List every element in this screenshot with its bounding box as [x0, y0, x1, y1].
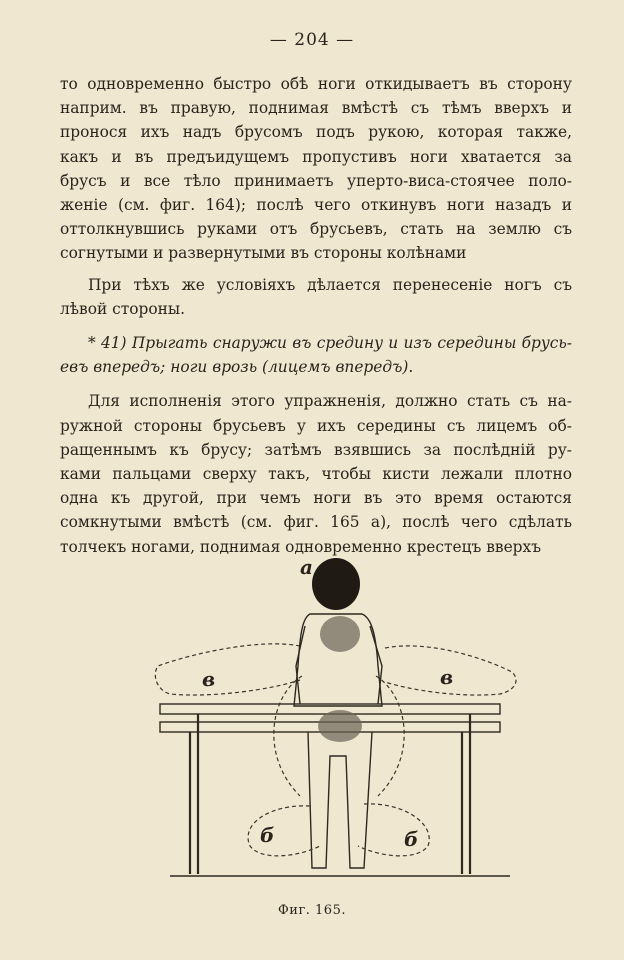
- center-of-gravity-upper: [320, 616, 360, 652]
- leg-trajectory-left: [155, 644, 300, 695]
- gymnast-head: [312, 558, 360, 610]
- center-of-gravity-lower: [318, 710, 362, 742]
- text-line: Для исполненія этого упражненія, должно стать съ на-: [88, 392, 572, 411]
- text-line: то одновременно быстро обѣ ноги откидываетъ въ сторону: [60, 75, 572, 93]
- label-v-left: в: [202, 667, 216, 691]
- exercise-heading: [60, 331, 572, 379]
- leg-trajectory-lower-right: [358, 804, 429, 856]
- text-line: одна къ другой, при чемъ ноги въ это время остаются: [60, 489, 572, 508]
- text-line: наприм. въ правую, поднимая вмѣстѣ съ тѣмъ вверхъ и: [60, 99, 572, 118]
- gymnast-illustration: [150, 556, 520, 896]
- paragraph-2: [60, 273, 572, 321]
- text-line: ращеннымъ къ брусу; затѣмъ взявшись за послѣдній ру-: [60, 440, 572, 459]
- text-line: При тѣхъ же условіяхъ дѣлается перенесеніе ногъ съ: [88, 275, 572, 294]
- text-line: ками пальцами сверху такъ, чтобы кисти лежали плотно: [60, 465, 572, 484]
- text-line: пронося ихъ надъ брусомъ подъ рукою, которая также,: [60, 123, 572, 142]
- text-line: женіе (см. фиг. 164); послѣ чего откинувъ ноги назадъ и: [60, 196, 572, 215]
- text-line: брусъ и все тѣло принимаетъ уперто-виса-стоячее поло-: [60, 171, 572, 190]
- text-line: оттолкнувшись руками отъ брусьевъ, стать на землю съ: [60, 220, 572, 239]
- text-line: сомкнутыми вмѣстѣ (см. фиг. 165 а), послѣ чего сдѣлать: [60, 513, 572, 532]
- heading-line: евъ впередъ; ноги врозь (лицемъ впередъ).: [60, 358, 414, 377]
- paragraph-1: [60, 72, 572, 266]
- heading-line: * 41) Прыгать снаружи въ средину и изъ середины брусь-: [88, 334, 572, 353]
- page-number: — 204 —: [269, 30, 355, 50]
- figure-caption: Фиг. 165.: [278, 903, 346, 918]
- figure-165: [150, 556, 520, 896]
- text-line: толчекъ ногами, поднимая одновременно крестецъ вверхъ: [60, 537, 541, 556]
- label-b-left: б: [260, 823, 275, 847]
- paragraph-3: [60, 389, 572, 558]
- text-line: какъ и въ предъидущемъ пропустивъ ноги хватается за: [60, 147, 572, 166]
- label-b-right: б: [404, 827, 419, 851]
- text-line: лѣвой стороны.: [60, 299, 186, 318]
- body-text: [60, 72, 572, 566]
- label-a: a: [300, 556, 313, 579]
- leg-trajectory-lower-left: [248, 806, 320, 856]
- label-v-right: в: [440, 665, 454, 689]
- text-line: ружной стороны брусьевъ у ихъ середины съ лицемъ об-: [60, 416, 572, 435]
- text-line: согнутыми и развернутыми въ стороны колѣнами: [60, 244, 467, 263]
- leg-trajectory-upper-left: [274, 676, 302, 796]
